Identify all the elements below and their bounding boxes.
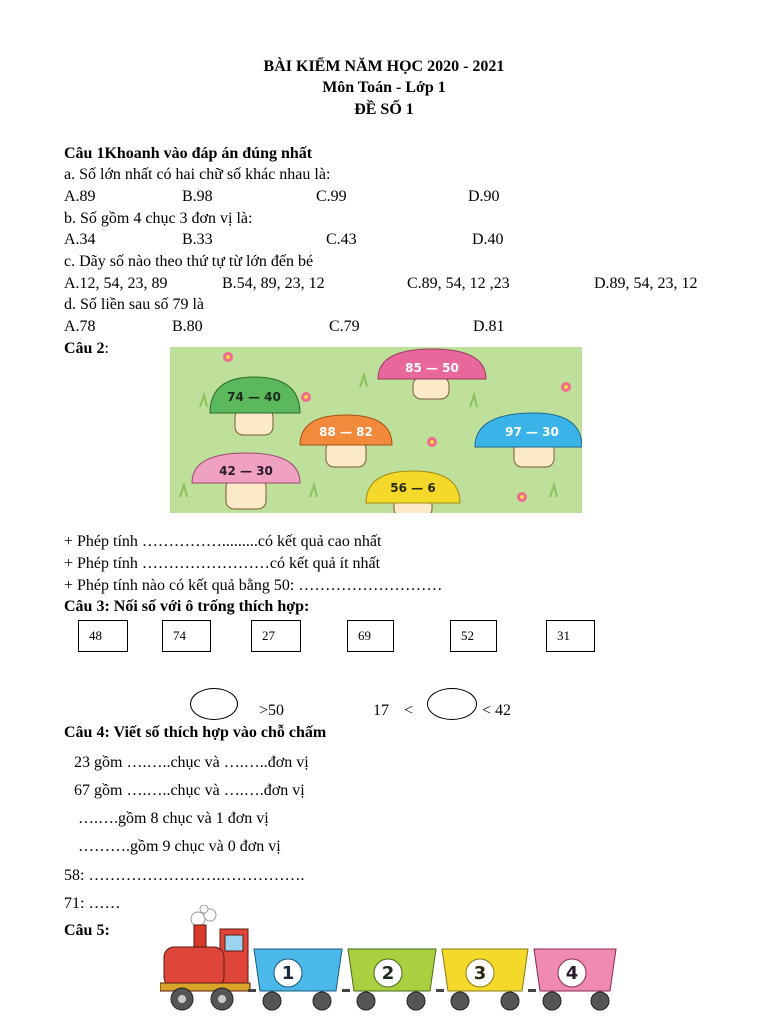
q1c-option-b[interactable]: B.54, 89, 23, 12 — [222, 275, 325, 292]
mushroom-illustration — [170, 347, 582, 513]
q1a-option-c[interactable]: C.99 — [316, 188, 347, 205]
train-illustration — [160, 905, 620, 1024]
q1a-option-d[interactable]: D.90 — [468, 188, 500, 205]
q1-heading: Câu 1Khoanh vào đáp án đúng nhất — [64, 145, 313, 162]
q4-line-2: 67 gồm ….…..chục và ….….đơn vị — [74, 782, 305, 799]
mushroom-6-label: 56 — 6 — [390, 481, 436, 495]
q1a-prompt: a. Số lớn nhất có hai chữ số khác nhau là: — [64, 166, 331, 183]
flower-icon-5 — [561, 382, 571, 392]
number-box-74[interactable]: 74 — [162, 620, 211, 652]
mushroom-3-label: 88 — 82 — [319, 425, 373, 439]
q4-line-3: ….….gồm 8 chục và 1 đơn vị — [78, 810, 269, 827]
q1d-prompt: d. Số liền sau số 79 là — [64, 296, 204, 313]
q1a-option-a[interactable]: A.89 — [64, 188, 96, 205]
mushroom-4-label: 97 — 30 — [505, 425, 559, 439]
number-box-69[interactable]: 69 — [347, 620, 394, 652]
condition-less-42: < 42 — [482, 702, 512, 719]
q1b-prompt: b. Số gồm 4 chục 3 đơn vị là: — [64, 210, 253, 227]
q1b-option-a[interactable]: A.34 — [64, 231, 96, 248]
q1a-option-b[interactable]: B.98 — [182, 188, 213, 205]
q1c-option-c[interactable]: C.89, 54, 12 ,23 — [407, 275, 510, 292]
q4-heading: Câu 4: Viết số thích hợp vào chỗ chấm — [64, 724, 327, 741]
q1c-option-d[interactable]: D.89, 54, 23, 12 — [594, 275, 698, 292]
q1c-option-a[interactable]: A.12, 54, 23, 89 — [64, 275, 168, 292]
wagon-3-number: 3 — [473, 963, 487, 984]
q5-heading: Câu 5: — [64, 922, 110, 939]
q2-line-1: + Phép tính …………….........có kết quả cao nhất — [64, 533, 382, 550]
q4-line-5: 58: …………………….……………. — [64, 867, 305, 884]
flower-icon-3 — [427, 437, 437, 447]
wagon-1 — [254, 949, 342, 1010]
exam-title: BÀI KIỂM NĂM HỌC 2020 - 2021 — [263, 58, 505, 75]
wagon-2-number: 2 — [381, 963, 395, 984]
wagon-3 — [442, 949, 528, 1010]
q4-line-6: 71: …… — [64, 895, 121, 912]
q1c-prompt: c. Dãy số nào theo thứ tự từ lớn đến bé — [64, 253, 314, 270]
flower-icon-1 — [223, 352, 233, 362]
q1b-option-d[interactable]: D.40 — [472, 231, 504, 248]
q4-line-1: 23 gồm ….…..chục và ….…..đơn vị — [74, 754, 309, 771]
exam-number: ĐỀ SỐ 1 — [354, 101, 414, 118]
mushroom-1-label: 85 — 50 — [405, 361, 459, 375]
subject-line: Môn Toán - Lớp 1 — [322, 79, 446, 96]
wagon-2 — [348, 949, 436, 1010]
flower-icon-4 — [517, 492, 527, 502]
number-box-27[interactable]: 27 — [251, 620, 301, 652]
q2-heading: Câu 2 — [64, 340, 105, 357]
condition-less-than: < — [404, 702, 414, 719]
wagon-4-number: 4 — [565, 963, 579, 984]
q1d-option-c[interactable]: C.79 — [329, 318, 360, 335]
q1b-option-c[interactable]: C.43 — [326, 231, 357, 248]
number-box-52[interactable]: 52 — [450, 620, 497, 652]
mushroom-2-label: 74 — 40 — [227, 390, 281, 404]
wagon-4 — [534, 949, 616, 1010]
q2-heading-line — [64, 340, 109, 358]
q1d-option-a[interactable]: A.78 — [64, 318, 96, 335]
q2-line-2: + Phép tính ……………………có kết quả ít nhất — [64, 555, 381, 572]
locomotive-icon — [160, 925, 250, 1010]
flower-icon-2 — [301, 392, 311, 402]
answer-oval-2[interactable] — [427, 688, 477, 720]
answer-oval-1[interactable] — [190, 688, 238, 720]
q2-line-3: + Phép tính nào có kết quả bằng 50: ……………………… — [64, 577, 443, 594]
wagon-1-number: 1 — [281, 963, 295, 984]
q1d-option-d[interactable]: D.81 — [473, 318, 505, 335]
q2-colon: : — [104, 340, 109, 357]
q1d-option-b[interactable]: B.80 — [172, 318, 203, 335]
number-box-48[interactable]: 48 — [78, 620, 128, 652]
q1b-option-b[interactable]: B.33 — [182, 231, 213, 248]
mushroom-5-label: 42 — 30 — [219, 464, 273, 478]
number-box-31[interactable]: 31 — [546, 620, 595, 652]
q4-line-4: ……….gồm 9 chục và 0 đơn vị — [78, 838, 281, 855]
condition-greater-50: >50 — [259, 702, 285, 719]
q3-heading: Câu 3: Nối số với ô trống thích hợp: — [64, 598, 310, 615]
condition-left-value: 17 — [373, 702, 389, 719]
smoke-icon — [191, 905, 216, 926]
